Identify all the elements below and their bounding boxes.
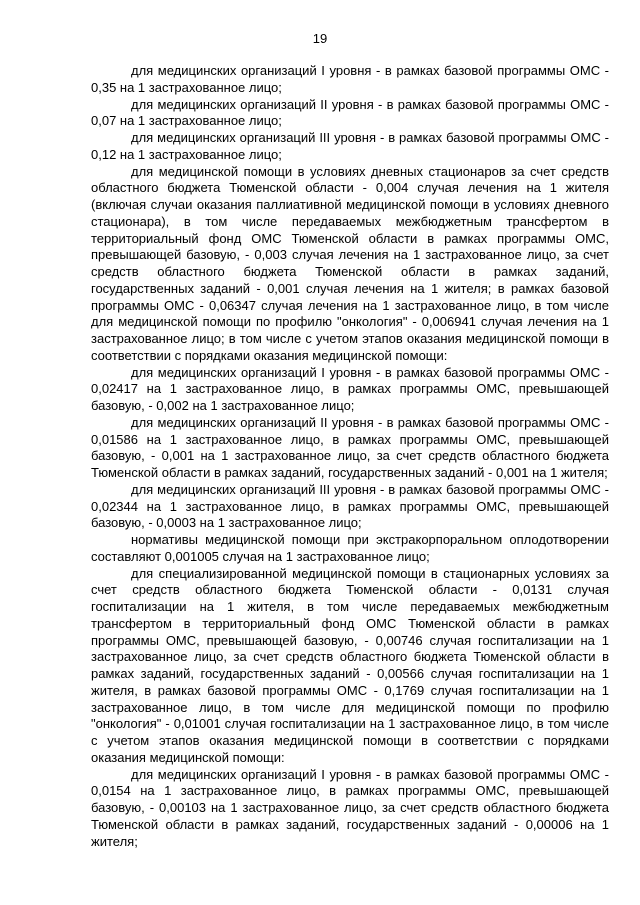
page-number: 19: [312, 31, 328, 46]
paragraph-day-hospital-level3: для медицинских организаций III уровня - в рамках базовой программы ОМС - 0,02344 на 1 застрахованное лицо, в рамках программы ОМС, превышающей базовую, - 0,0003 на 1 застрахованное лицо;: [91, 481, 609, 531]
paragraph-day-hospital-level1: для медицинских организаций I уровня - в рамках базовой программы ОМС - 0,02417 на 1 застрахованное лицо, в рамках программы ОМС, превышающей базовую, - 0,002 на 1 застрахованное лицо;: [91, 364, 609, 413]
paragraph-level3-oms: для медицинских организаций III уровня - в рамках базовой программы ОМС - 0,12 на 1 застрахованное лицо;: [91, 130, 609, 162]
paragraph-ivf: нормативы медицинской помощи при экстракорпоральном оплодотворении составляют 0,001005 случая на 1 застрахованное лицо;: [91, 532, 609, 564]
paragraph-specialized-level1: для медицинских организаций I уровня - в рамках базовой программы ОМС - 0,0154 на 1 застрахованное лицо, в рамках программы ОМС, превышающей базовую, - 0,00103 на 1 застрахованное лицо, за счет средств областного бюджета Тюменской области в рамках заданий, государственных заданий - 0,00006 на 1 жителя;: [91, 766, 609, 849]
paragraph-specialized-care: для специализированной медицинской помощи в стационарных условиях за счет средств областного бюджета Тюменской области - 0,0131 случая госпитализации на 1 жителя, в том числе передаваемых межбюджетным трансфертом в территориальный фонд ОМС Тюменской области в рамках программы ОМС, превышающей базовую, - 0,00746 случая госпитализации на 1 застрахованное лицо, за счет средств областного бюджета Тюменской области в рамках заданий, государственных заданий - 0,00566 случая госпитализации на 1 жителя, в рамках базовой программы ОМС - 0,1769 случая госпитализации на 1 застрахованное лицо, в том числе для медицинской помощи по профилю "онкология" - 0,01001 случая госпитализации на 1 застрахованное лицо, в том числе с учетом этапов оказания медицинской помощи в соответствии с порядками оказания медицинской помощи:: [91, 565, 609, 765]
paragraph-day-hospital-level2: для медицинских организаций II уровня - в рамках базовой программы ОМС - 0,01586 на 1 застрахованное лицо, в рамках программы ОМС, превышающей базовую, - 0,001 на 1 застрахованное лицо, за счет средств областного бюджета Тюменской области в рамках заданий, государственных заданий - 0,001 на 1 жителя;: [91, 414, 609, 480]
paragraph-level1-oms: для медицинских организаций I уровня - в рамках базовой программы ОМС - 0,35 на 1 застрахованное лицо;: [91, 63, 609, 95]
paragraph-day-hospital: для медицинской помощи в условиях дневных стационаров за счет средств областного бюджета Тюменской области - 0,004 случая лечения на 1 жителя (включая случаи оказания паллиативной медицинской помощи в условиях дневного стационара), в том числе передаваемых межбюджетным трансфертом в территориальный фонд ОМС Тюменской области в рамках программы ОМС, превышающей базовую, - 0,003 случая лечения на 1 застрахованное лицо, за счет средств областного бюджета Тюменской области в рамках заданий, государственных заданий - 0,001 случая лечения на 1 жителя; в рамках базовой программы ОМС - 0,06347 случая лечения на 1 застрахованное лицо, в том числе для медицинской помощи по профилю "онкология" - 0,006941 случая лечения на 1 застрахованное лицо; в том числе с учетом этапов оказания медицинской помощи в соответствии с порядками оказания медицинской помощи:: [91, 163, 609, 363]
document-body: [91, 63, 609, 850]
paragraph-level2-oms: для медицинских организаций II уровня - в рамках базовой программы ОМС - 0,07 на 1 застрахованное лицо;: [91, 96, 609, 129]
